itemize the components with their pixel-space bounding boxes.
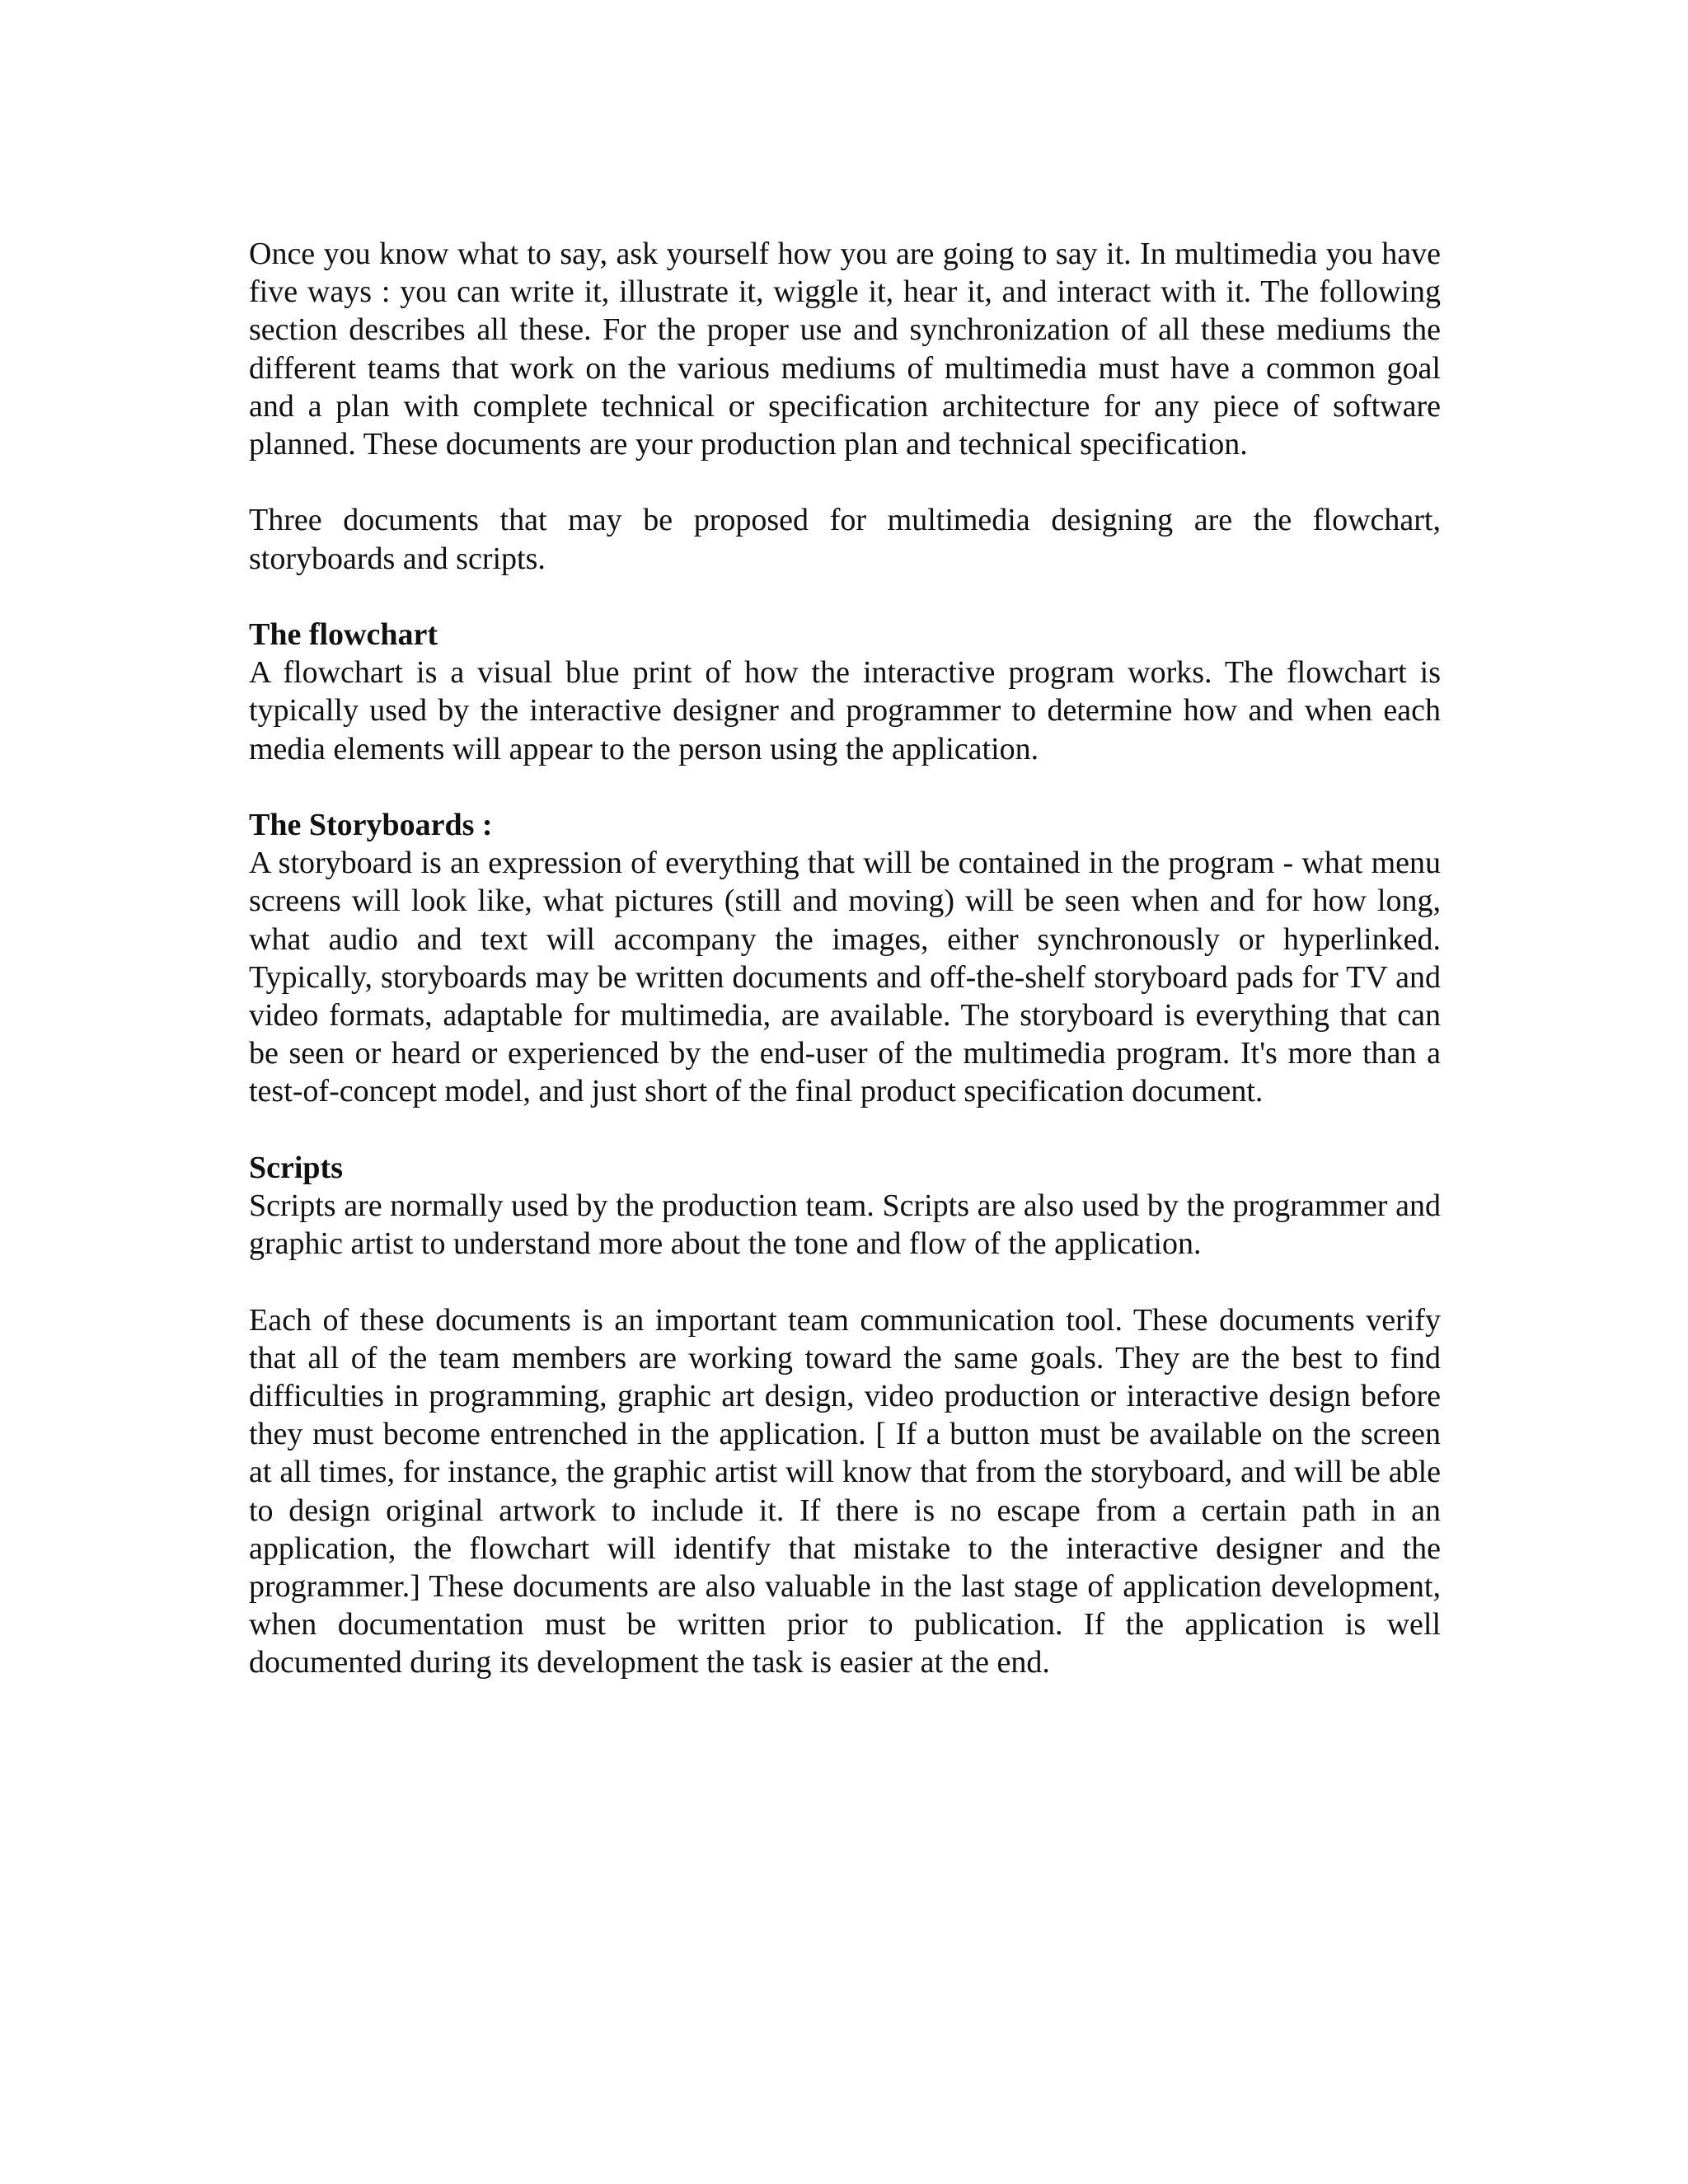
paragraph-spacer: [249, 463, 1441, 501]
three-documents-paragraph: Three documents that may be proposed for multimedia designing are the flowchart, storyboards and scripts.: [249, 503, 1441, 576]
scripts-paragraph: Scripts are normally used by the production team. Scripts are also used by the programmer and graphic artist to understand more about the tone and flow of the application.: [249, 1188, 1441, 1262]
storyboards-heading: The Storyboards :: [249, 808, 493, 842]
intro-paragraph: Once you know what to say, ask yourself how you are going to say it. In multimedia you have five ways : you can write it, illustrate it, wiggle it, hear it, and interact with it. The following section describes all these. For the proper use and synchronization of all these mediums the different teams that work on the various mediums of multimedia must have a common goal and a plan with complete technical or specification architecture for any piece of software planned. These documents are your production plan and technical specification.: [249, 237, 1441, 462]
paragraph-spacer: [249, 1111, 1441, 1149]
paragraph-spacer: [249, 768, 1441, 806]
conclusion-paragraph: Each of these documents is an important team communication tool. These documents verify that all of the team members are working toward the same goals. They are the best to find difficulties in programming, graphic art design, video production or interactive design before they must become entrenched in the application. [ If a button must be available on the screen at all times, for instance, the graphic artist will know that from the storyboard, and will be able to design original artwork to include it. If there is no escape from a certain path in an application, the flowchart will identify that mistake to the interactive designer and the programmer.] These documents are also valuable in the last stage of application development, when documentation must be written prior to publication. If the application is well documented during its development the task is easier at the end.: [249, 1302, 1441, 1680]
paragraph-spacer: [249, 1263, 1441, 1301]
scripts-heading: Scripts: [249, 1150, 343, 1185]
storyboards-paragraph: A storyboard is an expression of everything that will be contained in the program - what menu screens will look like, what pictures (still and moving) will be seen when and for how long, what audio and text will accompany the images, either synchronously or hyperlinked. Typically, storyboards may be written documents and off-the-shelf storyboard pads for TV and video formats, adaptable for multimedia, are available. The storyboard is everything that can be seen or heard or experienced by the end-user of the multimedia program. It's more than a test-of-concept model, and just short of the final product specification document.: [249, 846, 1441, 1109]
flowchart-paragraph: A flowchart is a visual blue print of how the interactive program works. The flowchart is typically used by the interactive designer and programmer to determine how and when each media elements will appear to the person using the application.: [249, 655, 1441, 766]
flowchart-heading: The flowchart: [249, 617, 438, 652]
paragraph-spacer: [249, 578, 1441, 616]
document-page: [249, 235, 1441, 1682]
